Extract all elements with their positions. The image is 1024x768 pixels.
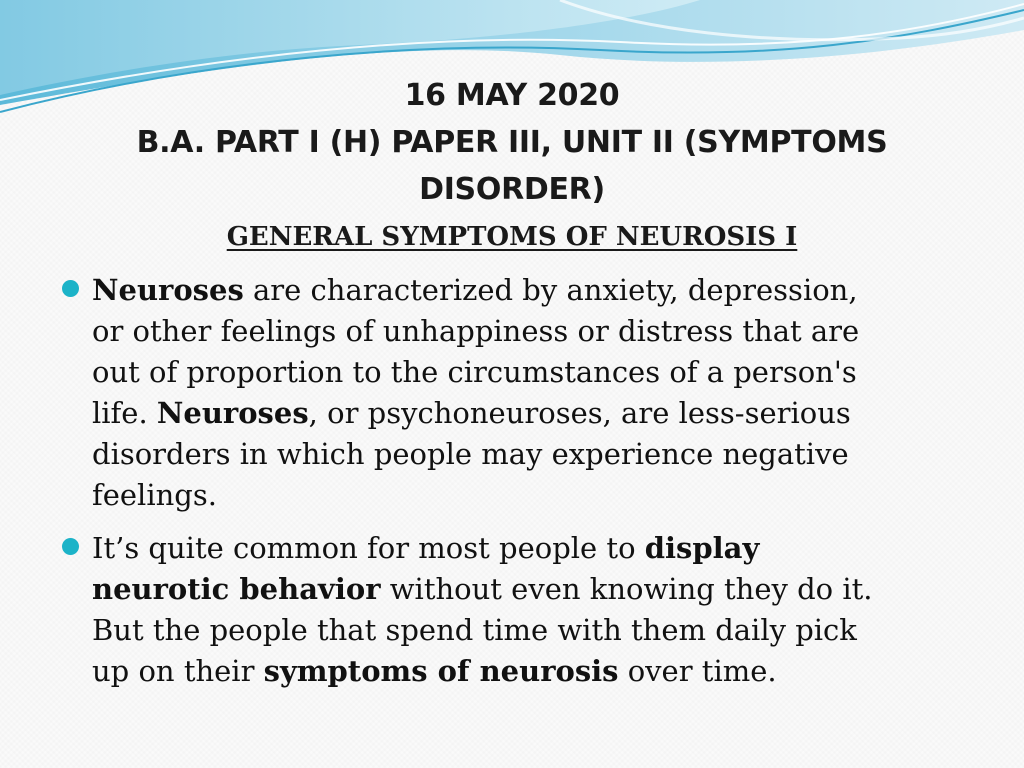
text-span: It’s quite common for most people to [92,531,645,565]
bullet-line: But the people that spend time with them daily pick [92,613,857,647]
bullet-item [62,270,962,516]
bullet-line [92,528,962,569]
bullet-line [92,651,962,692]
bullet-line [92,569,962,610]
text-span: , or psychoneuroses, are less-serious [308,396,851,430]
bold-term: neurotic behavior [92,572,381,606]
slide-title [90,72,934,213]
bullet-line: disorders in which people may experience negative [92,437,849,471]
bullet-line [92,393,962,434]
text-span: without even knowing they do it. [380,572,873,606]
bullet-dot-icon [62,538,79,555]
bullet-dot-icon [62,280,79,297]
bullet-line [92,270,962,311]
text-span: are characterized by anxiety, depression, [243,273,858,307]
title-course: B.A. PART I (H) PAPER III, UNIT II (SYMPTOMS [136,125,888,160]
title-date: 16 MAY 2020 [404,78,620,113]
bold-term: display [644,531,760,565]
bold-term: Neuroses [156,396,309,430]
text-span: up on their [92,654,264,688]
bold-term: Neuroses [92,273,244,307]
text-span: life. [92,396,157,430]
bullet-list [62,270,962,704]
bold-term: symptoms of neurosis [263,654,619,688]
bullet-item [62,528,962,692]
text-span: over time. [618,654,777,688]
title-topic: DISORDER) [419,172,605,207]
bullet-line: feelings. [92,478,217,512]
bullet-line: out of proportion to the circumstances of a person's [92,355,857,389]
section-heading: GENERAL SYMPTOMS OF NEUROSIS I [226,222,798,252]
bullet-line: or other feelings of unhappiness or distress that are [92,314,860,348]
